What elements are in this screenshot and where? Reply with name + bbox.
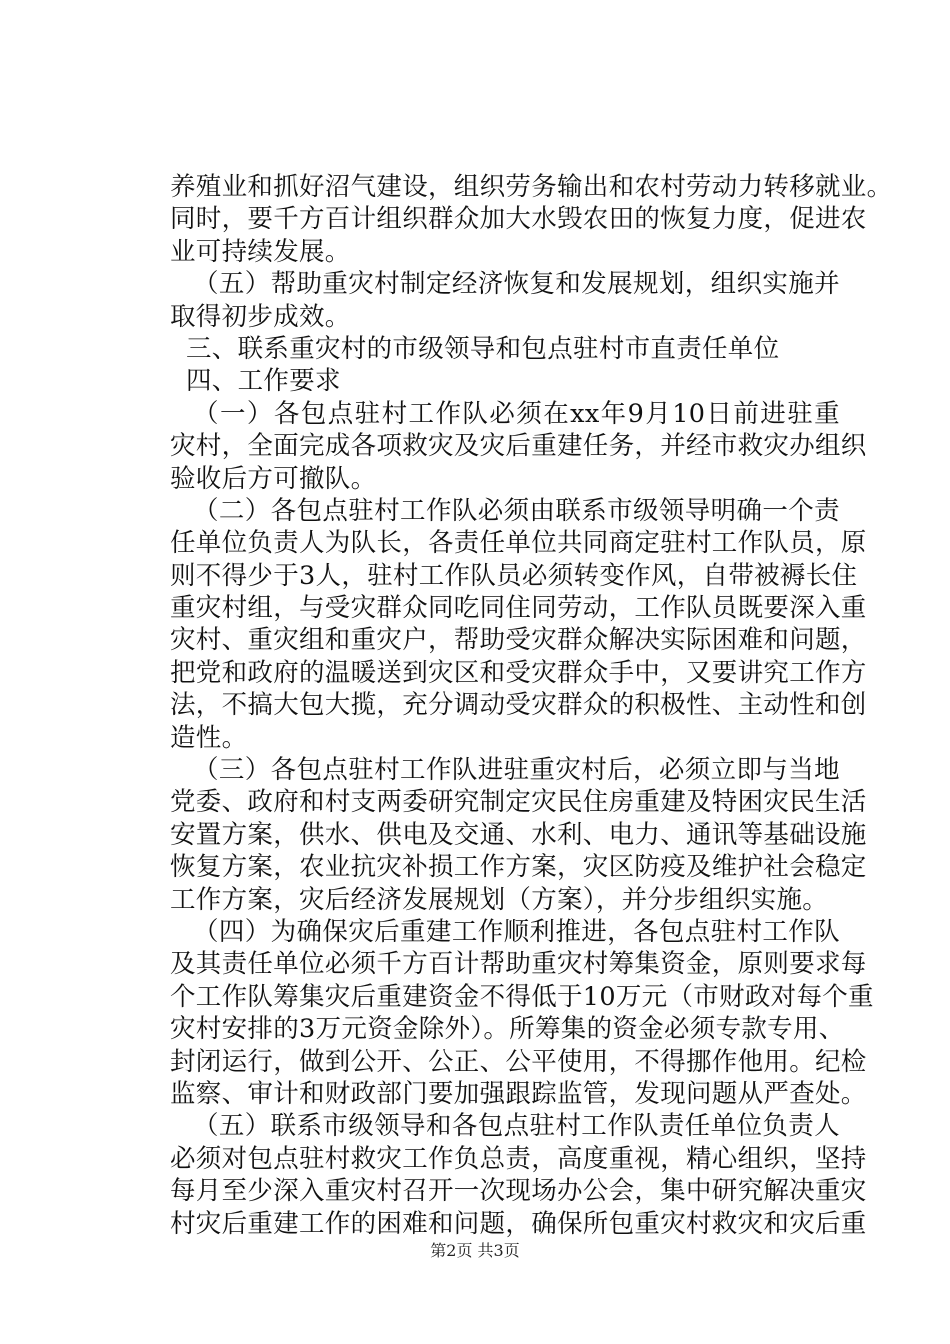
document-body <box>170 171 893 1240</box>
text-line: 个工作队筹集灾后重建资金不得低于10万元（市财政对每个重 <box>170 981 874 1012</box>
text-line: 造性。 <box>170 722 248 753</box>
text-line: 恢复方案，农业抗灾补损工作方案，灾区防疫及维护社会稳定 <box>170 852 867 883</box>
text-line: 验收后方可撤队。 <box>170 463 377 494</box>
text-line: 灾村、重灾组和重灾户，帮助受灾群众解决实际困难和问题， <box>170 625 867 656</box>
text-line: 养殖业和抓好沼气建设，组织劳务输出和农村劳动力转移就业。 <box>170 172 893 202</box>
text-line: 把党和政府的温暖送到灾区和受灾群众手中，又要讲究工作方 <box>170 657 867 688</box>
text-line: 同时，要千方百计组织群众加大水毁农田的恢复力度，促进农 <box>170 204 867 235</box>
text-line: 重灾村组，与受灾群众同吃同住同劳动，工作队员既要深入重 <box>170 593 867 624</box>
text-line: （三）各包点驻村工作队进驻重灾村后，必须立即与当地 <box>193 755 840 786</box>
text-line: （五）联系市级领导和各包点驻村工作队责任单位负责人 <box>193 1111 840 1142</box>
text-line: （四）为确保灾后重建工作顺利推进，各包点驻村工作队 <box>193 916 840 947</box>
text-line: 党委、政府和村支两委研究制定灾民住房重建及特困灾民生活 <box>170 787 867 818</box>
text-line: 灾村，全面完成各项救灾及灾后重建任务，并经市救灾办组织 <box>170 431 867 462</box>
text-line: 任单位负责人为队长，各责任单位共同商定驻村工作队员，原 <box>170 528 867 559</box>
text-line: （二）各包点驻村工作队必须由联系市级领导明确一个责 <box>193 495 840 526</box>
text-line: （五）帮助重灾村制定经济恢复和发展规划，组织实施并 <box>193 269 840 300</box>
text-line: 必须对包点驻村救灾工作负总责，高度重视，精心组织，坚持 <box>170 1143 867 1174</box>
text-line: 安置方案，供水、供电及交通、水利、电力、通讯等基础设施 <box>170 819 867 850</box>
text-line: 每月至少深入重灾村召开一次现场办公会，集中研究解决重灾 <box>170 1176 867 1207</box>
text-line: 封闭运行，做到公开、公正、公平使用，不得挪作他用。纪检 <box>170 1046 867 1077</box>
text-line: 工作方案，灾后经济发展规划（方案），并分步组织实施。 <box>170 884 829 915</box>
text-line: 业可持续发展。 <box>170 236 351 267</box>
text-line: 村灾后重建工作的困难和问题，确保所包重灾村救灾和灾后重 <box>170 1208 867 1239</box>
text-line: 监察、审计和财政部门要加强跟踪监管，发现问题从严查处。 <box>170 1078 867 1109</box>
text-line: 取得初步成效。 <box>170 301 351 332</box>
section-heading: 四、工作要求 <box>186 366 341 397</box>
text-line: 灾村安排的3万元资金除外）。所筹集的资金必须专款专用、 <box>170 1014 845 1045</box>
page-footer: 第2页 共3页 <box>430 1241 520 1260</box>
text-line: （一）各包点驻村工作队必须在xx年9月10日前进驻重 <box>193 398 840 429</box>
section-heading: 三、联系重灾村的市级领导和包点驻村市直责任单位 <box>186 333 780 364</box>
text-line: 及其责任单位必须千方百计帮助重灾村筹集资金，原则要求每 <box>170 949 867 980</box>
text-line: 则不得少于3人，驻村工作队员必须转变作风，自带被褥长住 <box>170 560 858 591</box>
text-line: 法，不搞大包大揽，充分调动受灾群众的积极性、主动性和创 <box>170 690 867 721</box>
